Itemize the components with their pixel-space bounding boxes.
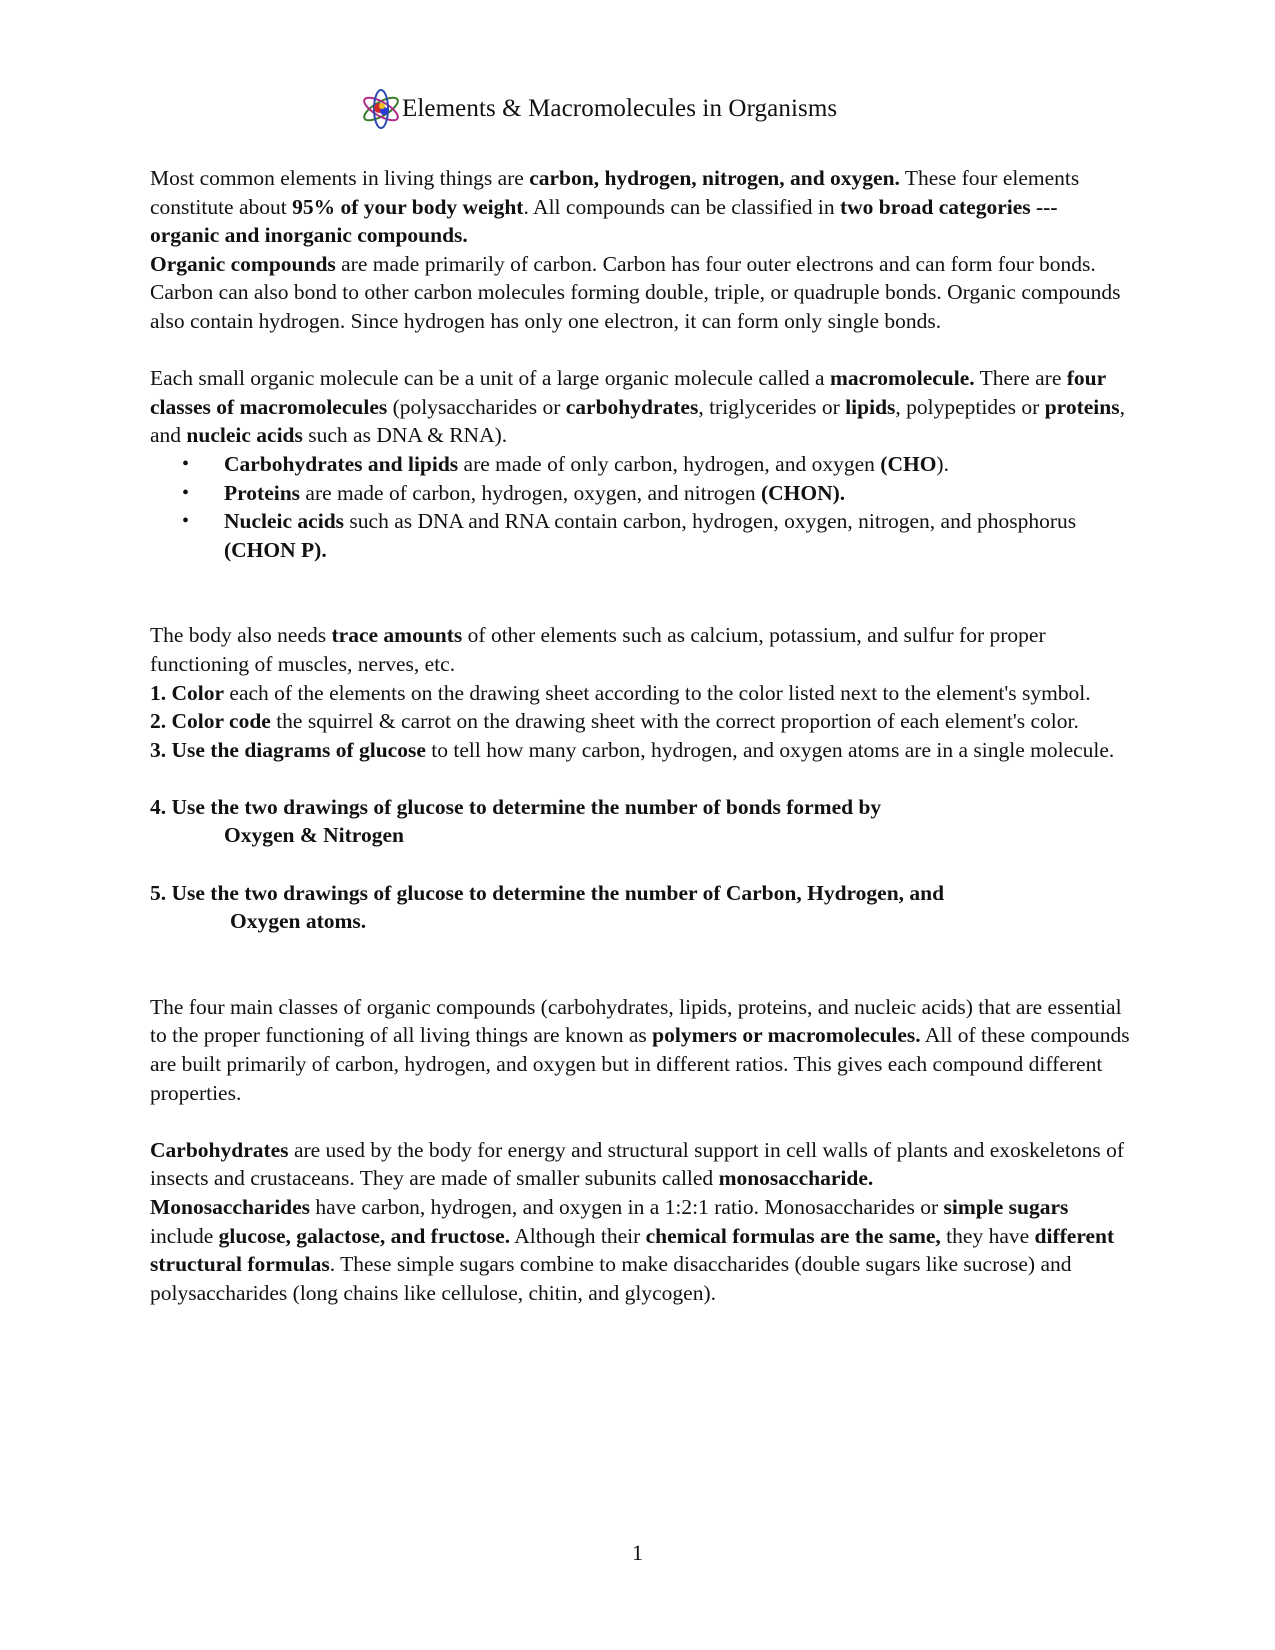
text-run: to tell how many carbon, hydrogen, and oxygen atoms are in a single molecule.	[425, 737, 1115, 762]
bold-run: 3. Use the diagrams of glucose	[150, 737, 426, 762]
text-run: such as DNA and RNA contain carbon, hydrogen, oxygen, nitrogen, and phosphorus	[344, 509, 1077, 534]
spacer	[150, 1107, 1130, 1136]
step-4	[150, 793, 1130, 850]
text-run: ).	[936, 451, 949, 476]
bold-run: simple sugars	[943, 1195, 1069, 1219]
bold-run: (CHON P).	[224, 537, 327, 562]
bold-run: 95% of your body weight	[292, 194, 524, 219]
bold-run: carbon, hydrogen, nitrogen, and oxygen.	[529, 166, 900, 190]
spacer	[150, 764, 1130, 793]
bold-run: glucose, galactose, and fructose.	[218, 1223, 511, 1248]
bold-run: 2. Color code	[150, 709, 271, 734]
bold-run: polymers or macromolecules.	[652, 1023, 921, 1048]
text-run: The body also needs	[150, 623, 332, 648]
step-5	[150, 879, 1130, 936]
text-run: have carbon, hydrogen, and oxygen in a 1:2:1 ratio. Monosaccharides or	[310, 1195, 944, 1219]
atom-icon	[360, 88, 402, 130]
text-run: . These simple sugars combine to make disaccharides (double sugars like sucrose) and polysaccharides (long chains like cellulose, chitin, and glycogen).	[150, 1252, 1072, 1305]
bold-run: Proteins	[224, 480, 301, 505]
bold-run: carbohydrates	[565, 394, 699, 419]
text-run: are made of carbon, hydrogen, oxygen, and nitrogen	[300, 480, 761, 505]
list-item	[150, 507, 1130, 564]
bold-run: Oxygen atoms.	[230, 909, 367, 934]
polymers-paragraph	[150, 993, 1130, 1107]
bold-run: 1. Color	[150, 680, 225, 705]
spacer	[150, 564, 1130, 621]
spacer	[150, 850, 1130, 879]
bold-run: two broad categories --- organic and inorganic compounds.	[150, 194, 1058, 248]
element-composition-list	[150, 450, 1130, 564]
carbohydrates-paragraph	[150, 1136, 1130, 1193]
bold-run: Organic compounds	[150, 251, 336, 276]
step-2	[150, 707, 1130, 736]
text-run: , triglycerides or	[698, 394, 846, 419]
step-3	[150, 736, 1130, 765]
bold-run: 4. Use the two drawings of glucose to determine the number of bonds formed by	[150, 794, 882, 819]
bold-run: Oxygen & Nitrogen	[224, 823, 404, 848]
text-run: are made primarily of carbon. Carbon has four outer electrons and can form four bonds. Carbon can also bond to other carbon molecules forming double, triple, or quadruple bonds. Organic compounds also contain hydrogen. Since hydrogen has only one electron, it can form only single bonds.	[150, 251, 1121, 333]
monosaccharides-paragraph	[150, 1193, 1130, 1307]
bullet-icon: •	[182, 452, 190, 475]
text-run: Each small organic molecule can be a unit of a large organic molecule called a	[150, 366, 830, 391]
bold-run: macromolecule.	[829, 366, 975, 391]
bold-run: lipids	[845, 394, 896, 419]
bold-run: nucleic acids	[186, 423, 303, 448]
bold-run: (CHO	[880, 451, 937, 476]
text-run: , and	[150, 394, 1125, 448]
text-run: (polysaccharides or	[387, 394, 566, 419]
text-run: they have	[940, 1223, 1035, 1248]
text-run: Although their	[510, 1223, 646, 1248]
text-run: Most common elements in living things are	[150, 166, 530, 190]
bold-run: Monosaccharides	[150, 1195, 311, 1219]
bold-run: Carbohydrates	[150, 1137, 289, 1162]
text-run: The four main classes of organic compounds (carbohydrates, lipids, proteins, and nucleic acids) that are essential to the proper functioning of all living things are known as	[150, 994, 1122, 1048]
text-run: These four elements constitute about	[150, 166, 1080, 219]
text-run: . All compounds can be classified in	[523, 194, 840, 219]
bold-run: monosaccharide.	[718, 1166, 874, 1191]
step-1	[150, 679, 1130, 708]
bold-run: Nucleic acids	[224, 509, 345, 534]
bold-run: Carbohydrates and lipids	[224, 451, 459, 476]
text-run: are used by the body for energy and structural support in cell walls of plants and exoskeletons of insects and crustaceans. They are made of smaller subunits called	[150, 1137, 1125, 1191]
bold-run: four classes of macromolecules	[150, 366, 1106, 419]
bold-run: proteins	[1044, 394, 1120, 419]
text-run: such as DNA & RNA).	[302, 423, 508, 448]
spacer	[150, 936, 1130, 993]
trace-amounts-paragraph	[150, 621, 1130, 678]
spacer	[150, 336, 1130, 365]
title-row	[360, 84, 837, 134]
bold-run: 5. Use the two drawings of glucose to determine the number of Carbon, Hydrogen, and	[150, 880, 945, 905]
bullet-icon: •	[182, 481, 190, 504]
bold-run: (CHON).	[760, 480, 846, 505]
page-number: 1	[632, 1540, 643, 1565]
bullet-icon: •	[182, 510, 190, 533]
bold-run: chemical formulas are the same,	[645, 1223, 941, 1248]
intro-paragraph	[150, 164, 1130, 250]
page-title: Elements & Macromolecules in Organisms	[402, 95, 838, 122]
text-run: of other elements such as calcium, potassium, and sulfur for proper functioning of muscles, nerves, etc.	[150, 623, 1046, 676]
list-item	[150, 479, 1130, 508]
text-run: each of the elements on the drawing sheet according to the color listed next to the element's symbol.	[224, 680, 1091, 705]
macromolecule-paragraph	[150, 364, 1130, 450]
text-run: There are	[974, 366, 1067, 391]
text-run: are made of only carbon, hydrogen, and oxygen	[458, 451, 881, 476]
document-body	[150, 164, 1130, 1307]
organic-compounds-paragraph	[150, 250, 1130, 336]
list-item	[150, 450, 1130, 479]
text-run: , polypeptides or	[895, 394, 1045, 419]
text-run: the squirrel & carrot on the drawing sheet with the correct proportion of each element's color.	[270, 709, 1079, 734]
bold-run: different structural formulas	[150, 1223, 1115, 1277]
text-run: All of these compounds are built primarily of carbon, hydrogen, and oxygen but in different ratios. This gives each compound different properties.	[150, 1023, 1130, 1105]
bold-run: trace amounts	[331, 623, 463, 648]
text-run: include	[150, 1223, 219, 1248]
